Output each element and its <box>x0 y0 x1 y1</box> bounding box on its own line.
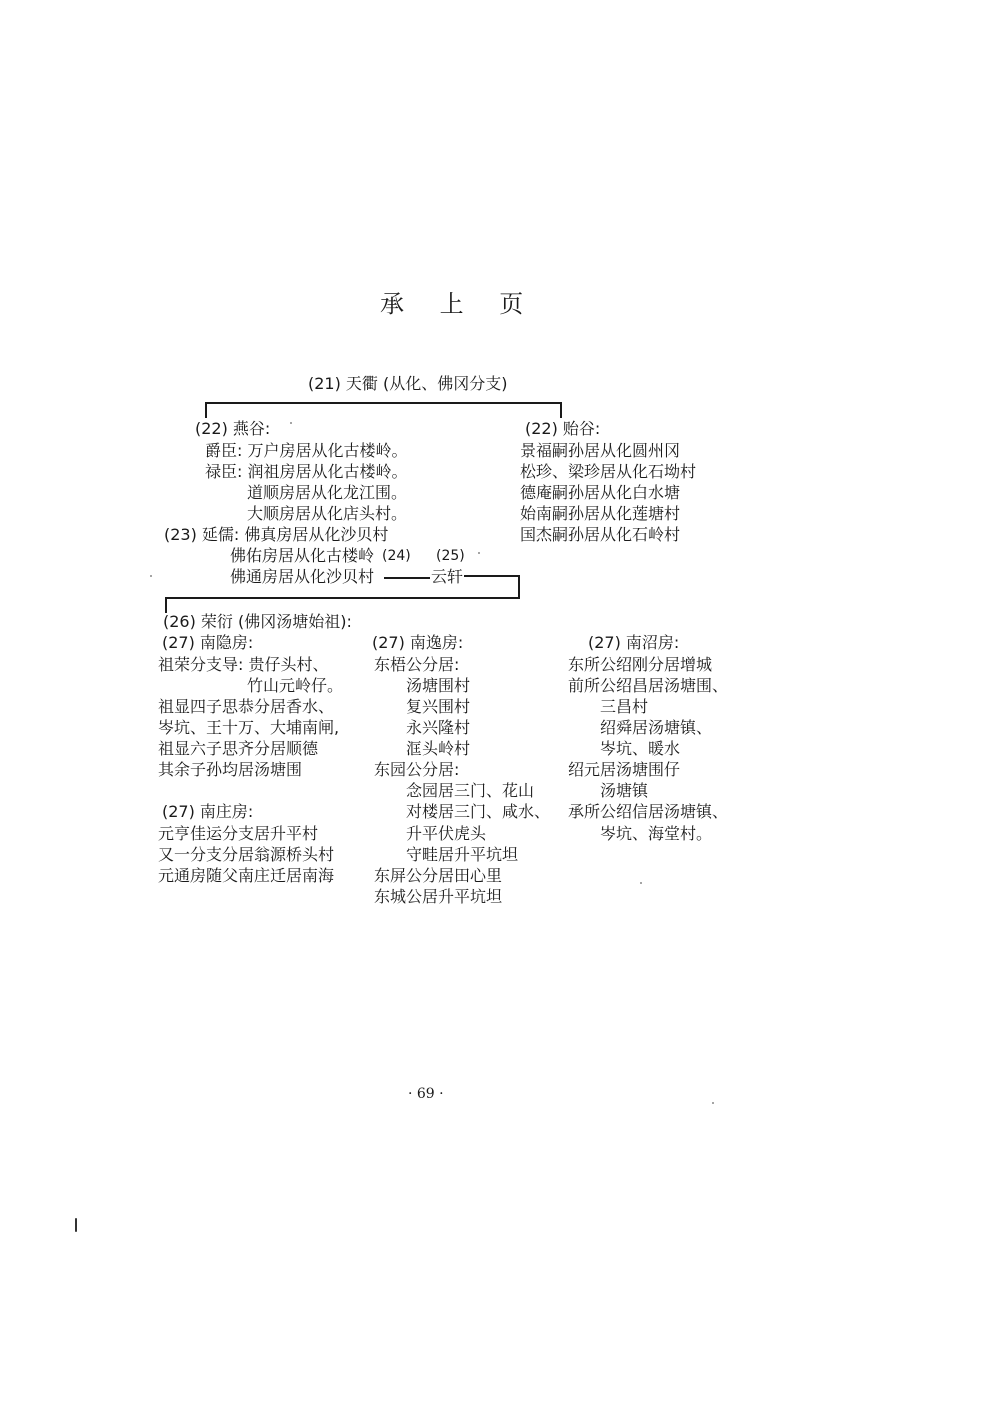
col1-line2: 又一分支分居翁源桥头村 <box>158 845 335 864</box>
col2-line: 东城公居升平坑坦 <box>374 887 503 906</box>
col2-line: 升平伏虎头 <box>406 824 487 843</box>
col3-line: 绍元居汤塘围仔 <box>568 760 681 779</box>
col1-line: 岑坑、王十万、大埔南闸, <box>158 718 340 737</box>
left-branch-line: 爵臣: 万户房居从化古楼岭。 <box>205 441 408 460</box>
col1-line: 祖显四子思恭分居香水、 <box>158 697 335 716</box>
col1-line: 竹山元岭仔。 <box>247 676 344 695</box>
col2-line: 东屏公分居田心里 <box>374 866 503 885</box>
left-branch-heading: (22) 燕谷: <box>195 419 271 438</box>
col3-line: 承所公绍信居汤塘镇、 <box>568 802 729 821</box>
col2-line: 念园居三门、花山 <box>406 781 535 800</box>
scan-speck <box>478 552 480 554</box>
col3-line: 汤塘镇 <box>600 781 649 800</box>
scan-speck <box>75 1218 77 1232</box>
col2-line: 洭头岭村 <box>406 739 471 758</box>
col1-heading: (27) 南隐房: <box>162 633 254 652</box>
col2-line: 守畦居升平坑坦 <box>406 845 519 864</box>
col2-line: 东园公分居: <box>374 760 460 779</box>
col1-line2: 元通房随父南庄迁居南海 <box>158 866 335 885</box>
connector-24-25 <box>384 577 430 579</box>
col1-line2: 元亨佳运分支居升平村 <box>158 824 319 843</box>
yunxuan-name: 云轩 <box>431 567 464 586</box>
col2-line: 复兴围村 <box>406 697 471 716</box>
right-branch-line: 始南嗣孙居从化莲塘村 <box>520 504 681 523</box>
col1-line: 祖荣分支导: 贵仔头村、 <box>158 655 329 674</box>
bracket-mid-left-drop <box>165 597 167 613</box>
col3-line: 绍舜居汤塘镇、 <box>600 718 713 737</box>
right-branch-line: 国杰嗣孙居从化石岭村 <box>520 525 681 544</box>
bracket-top-left-drop <box>205 402 207 418</box>
col3-line: 东所公绍刚分居增城 <box>568 655 713 674</box>
col1-heading2: (27) 南庄房: <box>162 802 254 821</box>
col1-line: 祖显六子思齐分居顺德 <box>158 739 319 758</box>
gen23-line: 佛佑房居从化古楼岭 <box>230 546 375 565</box>
bracket-top-horizontal <box>205 402 562 404</box>
gen23-line: 佛通房居从化沙贝村 <box>230 567 375 586</box>
col1-line: 其余子孙均居汤塘围 <box>158 760 303 779</box>
bracket-top-right-drop <box>560 402 562 418</box>
col2-line: 汤塘围村 <box>406 676 471 695</box>
scan-speck <box>640 882 642 884</box>
scan-speck <box>290 422 292 424</box>
bracket-mid-right-drop <box>518 575 520 599</box>
page-number: · 69 · <box>408 1086 444 1102</box>
col2-line: 永兴隆村 <box>406 718 471 737</box>
right-branch-line: 德庵嗣孙居从化白水塘 <box>520 483 681 502</box>
bracket-mid-horizontal <box>165 597 520 599</box>
col3-line: 三昌村 <box>600 697 649 716</box>
col2-line: 东梧公分居: <box>374 655 460 674</box>
tree-header: (21) 天衢 (从化、佛冈分支) <box>308 374 508 393</box>
gen23-line: (23) 延儒: 佛真房居从化沙贝村 <box>164 525 389 544</box>
gen25-label: (25) <box>436 548 465 564</box>
col3-line: 岑坑、海堂村。 <box>600 824 713 843</box>
connector-yunxuan <box>464 575 520 577</box>
col3-line: 岑坑、暖水 <box>600 739 681 758</box>
col2-heading: (27) 南逸房: <box>372 633 464 652</box>
gen24-label: (24) <box>382 548 411 564</box>
scan-speck <box>150 575 152 577</box>
page-title: 承 上 页 <box>380 290 538 318</box>
col3-heading: (27) 南沼房: <box>588 633 680 652</box>
left-branch-line: 禄臣: 润祖房居从化古楼岭。 <box>205 462 408 481</box>
right-branch-heading: (22) 贻谷: <box>525 419 601 438</box>
right-branch-line: 松珍、梁珍居从化石坳村 <box>520 462 697 481</box>
col2-line: 对楼居三门、咸水、 <box>406 802 551 821</box>
scan-speck <box>712 1102 714 1104</box>
left-branch-line: 道顺房居从化龙江围。 <box>247 483 408 502</box>
gen26-heading: (26) 荣衍 (佛冈汤塘始祖): <box>163 612 352 631</box>
left-branch-line: 大顺房居从化店头村。 <box>247 504 408 523</box>
col3-line: 前所公绍昌居汤塘围、 <box>568 676 729 695</box>
right-branch-line: 景福嗣孙居从化圆州冈 <box>520 441 681 460</box>
